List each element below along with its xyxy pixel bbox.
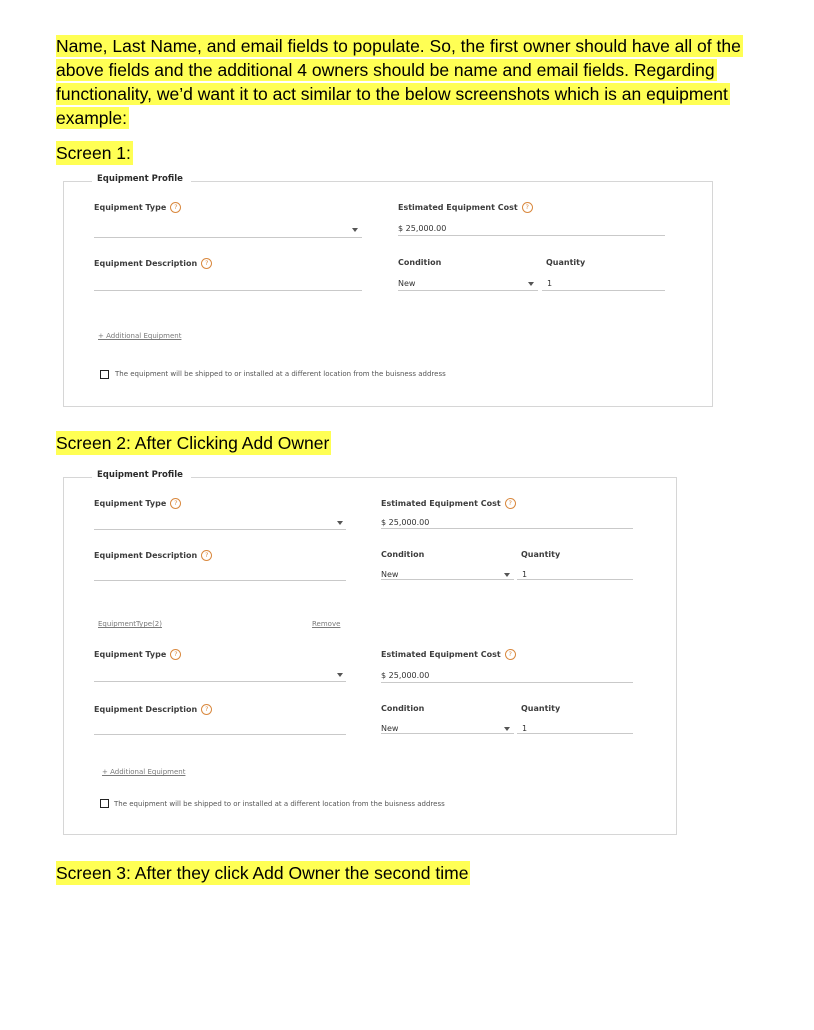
estimated-cost-input[interactable]: $ 25,000.00 (398, 224, 447, 233)
chevron-down-icon[interactable] (352, 228, 358, 232)
screen1-heading: Screen 1: (56, 143, 131, 163)
equipment-description-input[interactable] (94, 580, 346, 581)
quantity-underline (517, 579, 633, 580)
chevron-down-icon[interactable] (337, 521, 343, 525)
estimated-cost-input[interactable]: $ 25,000.00 (381, 671, 430, 680)
chevron-down-icon[interactable] (337, 673, 343, 677)
condition-label: Condition (381, 704, 425, 713)
different-location-label: The equipment will be shipped to or installed at a different location from the buisness address (114, 800, 445, 808)
help-icon[interactable]: ? (201, 550, 212, 561)
estimated-cost-label: Estimated Equipment Cost ? (381, 649, 516, 660)
help-icon[interactable]: ? (505, 649, 516, 660)
help-icon[interactable]: ? (170, 498, 181, 509)
intro-paragraph (56, 34, 756, 130)
equipment-type-label: Equipment Type ? (94, 649, 181, 660)
equipment-type-select[interactable] (94, 681, 346, 682)
equipment-description-label: Equipment Description ? (94, 550, 212, 561)
estimated-cost-underline (398, 235, 665, 236)
equipment-type-label: Equipment Type ? (94, 498, 181, 509)
help-icon[interactable]: ? (170, 202, 181, 213)
remove-button[interactable]: Remove (312, 620, 341, 628)
quantity-label: Quantity (521, 550, 561, 559)
different-location-label: The equipment will be shipped to or installed at a different location from the buisness address (115, 370, 446, 378)
screen1-equipment-profile-panel (63, 174, 713, 407)
help-icon[interactable]: ? (201, 258, 212, 269)
quantity-input[interactable]: 1 (547, 279, 553, 288)
equipment-type-select[interactable] (94, 529, 346, 530)
equipment-description-underline (94, 290, 362, 291)
condition-label: Condition (381, 550, 425, 559)
quantity-input[interactable]: 1 (522, 724, 528, 733)
equipment-description-label: Equipment Description ? (94, 258, 212, 269)
different-location-checkbox[interactable] (100, 370, 109, 379)
help-icon[interactable]: ? (522, 202, 533, 213)
estimated-cost-underline (381, 528, 633, 529)
screen2-equipment-profile-panel (63, 470, 677, 835)
help-icon[interactable]: ? (505, 498, 516, 509)
condition-underline (398, 290, 538, 291)
quantity-underline (517, 733, 633, 734)
chevron-down-icon[interactable] (504, 573, 510, 577)
equipment-description-input[interactable] (94, 734, 346, 735)
estimated-cost-label: Estimated Equipment Cost ? (398, 202, 533, 213)
chevron-down-icon[interactable] (528, 282, 534, 286)
help-icon[interactable]: ? (201, 704, 212, 715)
condition-select[interactable]: New (398, 279, 416, 288)
screen3-heading: Screen 3: After they click Add Owner the second time (56, 863, 469, 883)
equipment-type-select[interactable] (94, 237, 362, 238)
screen2-heading: Screen 2: After Clicking Add Owner (56, 433, 330, 453)
intro-text: Name, Last Name, and email fields to populate. So, the first owner should have all of the above fields and the additional 4 owners should be name and email fields. Regarding functionality, we’d want it to act similar to the below screenshots which is an equipment example: (56, 36, 741, 128)
equipment-type-2-link[interactable]: EquipmentType(2) (98, 620, 162, 628)
quantity-label: Quantity (546, 258, 586, 267)
help-icon[interactable]: ? (170, 649, 181, 660)
quantity-label: Quantity (521, 704, 561, 713)
condition-underline (381, 733, 514, 734)
chevron-down-icon[interactable] (504, 727, 510, 731)
estimated-cost-label: Estimated Equipment Cost ? (381, 498, 516, 509)
quantity-input[interactable]: 1 (522, 570, 528, 579)
panel-legend: Equipment Profile (92, 174, 191, 184)
different-location-checkbox[interactable] (100, 799, 109, 808)
additional-equipment-link[interactable]: + Additional Equipment (102, 768, 186, 776)
condition-label: Condition (398, 258, 442, 267)
condition-select[interactable]: New (381, 570, 399, 579)
condition-select[interactable]: New (381, 724, 399, 733)
condition-underline (381, 579, 514, 580)
estimated-cost-underline (381, 682, 633, 683)
equipment-description-label: Equipment Description ? (94, 704, 212, 715)
quantity-underline (542, 290, 665, 291)
equipment-type-label: Equipment Type ? (94, 202, 181, 213)
panel-legend: Equipment Profile (92, 470, 191, 480)
additional-equipment-link[interactable]: + Additional Equipment (98, 332, 182, 340)
estimated-cost-input[interactable]: $ 25,000.00 (381, 518, 430, 527)
